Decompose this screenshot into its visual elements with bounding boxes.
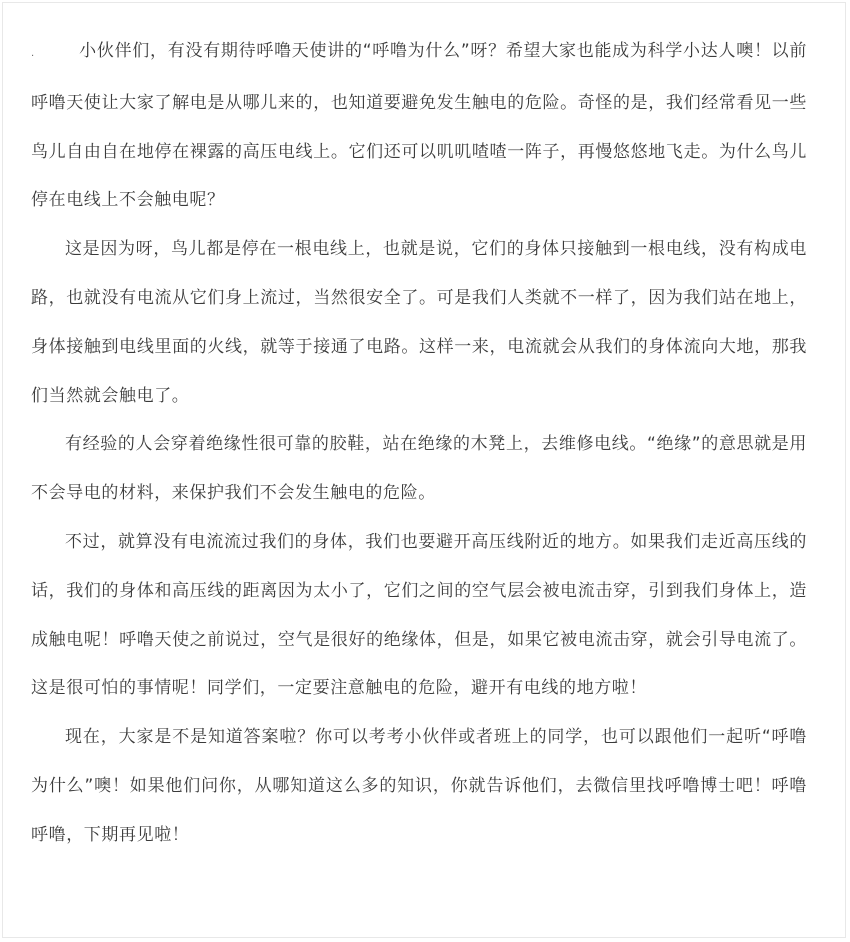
paragraph-intro	[31, 27, 807, 225]
lead-marker: .	[31, 48, 35, 59]
paragraph-insulation: 有经验的人会穿着绝缘性很可靠的胶鞋，站在绝缘的木凳上，去维修电线。“绝缘”的意思就是用不会导电的材料，来保护我们不会发生触电的危险。	[31, 434, 807, 504]
article-body	[31, 27, 807, 860]
paragraph-explanation: 这是因为呀，鸟儿都是停在一根电线上，也就是说，它们的身体只接触到一根电线，没有构成电路，也就没有电流从它们身上流过，当然很安全了。可是我们人类就不一样了，因为我们站在地上，身体接触到电线里面的火线，就等于接通了电路。这样一来，电流就会从我们的身体流向大地，那我们当然就会触电了。	[31, 239, 807, 406]
paragraph-closing: 现在，大家是不是知道答案啦？你可以考考小伙伴或者班上的同学，也可以跟他们一起听“呼噜为什么”噢！如果他们问你，从哪知道这么多的知识，你就告诉他们，去微信里找呼噜博士吧！呼噜呼噜，下期再见啦！	[31, 727, 807, 845]
paragraph-high-voltage-warning: 不过，就算没有电流流过我们的身体，我们也要避开高压线附近的地方。如果我们走近高压线的话，我们的身体和高压线的距离因为太小了，它们之间的空气层会被电流击穿，引到我们身体上，造成触电呢！呼噜天使之前说过，空气是很好的绝缘体，但是，如果它被电流击穿，就会引导电流了。这是很可怕的事情呢！同学们，一定要注意触电的危险，避开有电线的地方啦！	[31, 531, 807, 699]
document-page	[2, 2, 846, 938]
paragraph-intro-text: 小伙伴们，有没有期待呼噜天使讲的“呼噜为什么”呀？希望大家也能成为科学小达人噢！以前呼噜天使让大家了解电是从哪儿来的，也知道要避免发生触电的危险。奇怪的是，我们经常看见一些鸟儿自由自在地停在裸露的高压电线上。它们还可以叽叽喳喳一阵子，再慢悠悠地飞走。为什么鸟儿停在电线上不会触电呢？	[31, 41, 807, 211]
